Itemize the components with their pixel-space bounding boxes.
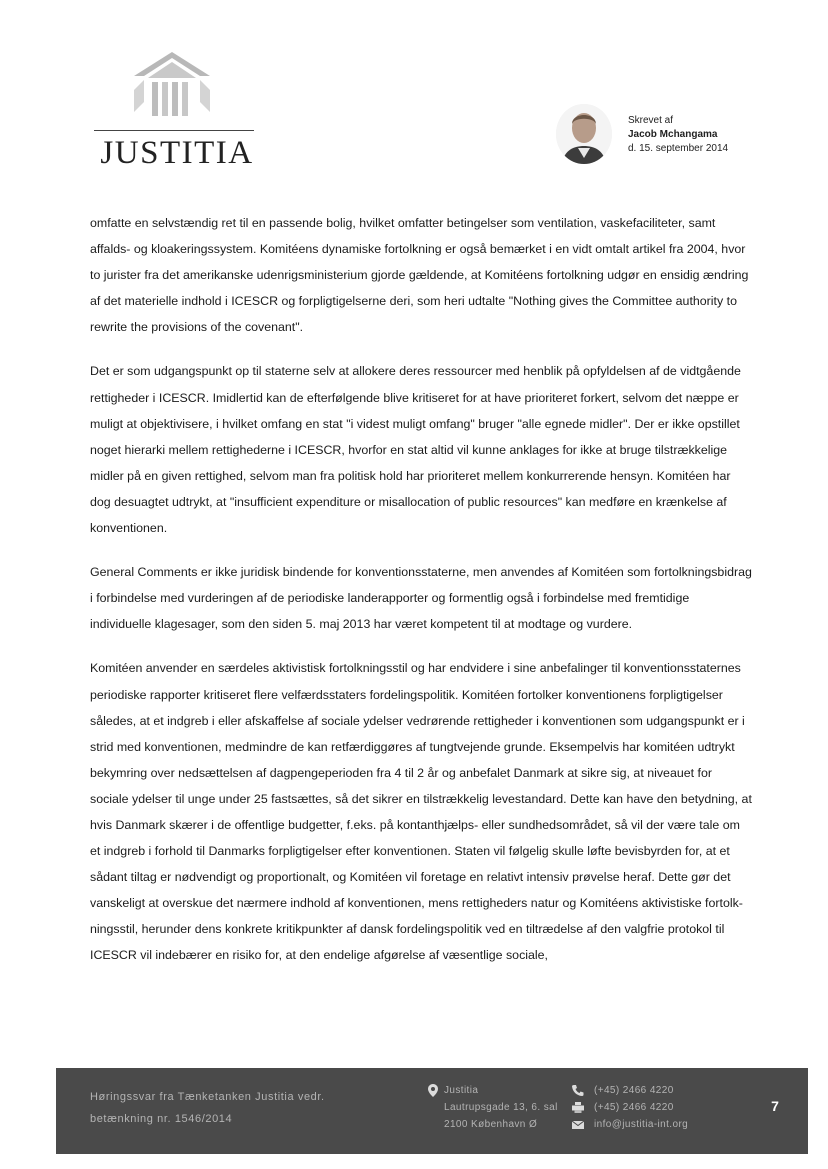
location-pin-icon [428,1084,438,1097]
page-footer [56,1068,808,1154]
contact-fax-row [572,1099,752,1116]
author-block [556,104,796,168]
justitia-logo [88,52,263,171]
paragraph: Det er som udgangspunkt op til staterne selv at allokere deres ressourcer med henblik på opfyldelsen af de vidtgående rettigheder i ICESCR. Imidlertid kan de efterfølgende blive kritiseret for at have prioriteret forkert, selvom det næppe er muligt at objektivisere, i hvilket omfang en stat "i videst muligt omfang" bruger "alle egnede midler". Der er ikke opstillet noget hierarki mellem rettighederne i ICESCR, hvorfor en stat altid vil kunne anklages for ikke at bruge tilstrækkelige midler på en given rettighed, selvom man fra politisk hold har prioriteret mellem konkurrerende hensyn. Komitéen har dog desuagtet udtrykt, at "insufficient expenditure or misallocation of public resources" kan medføre en krænkelse af konventionen. [90,364,741,536]
address-name: Justitia [444,1085,479,1096]
author-portrait-icon [556,104,612,164]
written-by-label: Skrevet af [628,115,674,126]
logo-wordmark: JUSTITIA [100,135,254,171]
author-info [628,114,728,156]
author-name: Jacob Mchangama [628,129,718,140]
contact-email[interactable]: info@justitia-int.org [594,1119,689,1130]
contact-email-row [572,1116,752,1133]
fax-icon [572,1102,584,1113]
phone-icon [572,1085,584,1096]
pillar-logo-icon [134,52,210,120]
footer-contact [572,1082,752,1133]
footer-tagline [90,1086,410,1130]
paragraph: omfatte en selvstændig ret til en passende bolig, hvilket omfatter betingelser som ventilation, vaskefaciliteter, samt affalds- og kloakeringssystem. Komitéens dynamiske fortolkning er også bemærket i en vidt omtalt artikel fra 2004, hvor to jurister fra det amerikanske udenrigsministerium gjorde gældende, at Komitéens fortolkning udgør en ensidig ændring af det materielle indhold i ICESCR og forpligtigelserne deri, som heri udtalte "Nothing gives the Committee authority to rewrite the provisions of the covenant". [90,216,749,335]
address-city: 2100 København Ø [444,1119,538,1130]
body-text [90,210,752,987]
page-number: 7 [771,1098,779,1114]
email-icon [572,1119,584,1130]
address-street: Lautrupsgade 13, 6. sal [444,1102,558,1113]
author-date: d. 15. september 2014 [628,143,729,154]
paragraph: General Comments er ikke juridisk bindende for konventionsstaterne, men anvendes af Komitéen som fortolkningsbidrag i forbindelse med vurderingen af de periodiske landerapporter og formentlig også i forbindelse med fremtidige individuelle klagesager, som den siden 5. maj 2013 har været kompetent til at modtage og vurdere. [90,565,752,632]
contact-fax: (+45) 2466 4220 [594,1102,674,1113]
paragraph: Komitéen anvender en særdeles aktivistisk fortolkningsstil og har endvidere i sine anbefalinger til konventionsstaternes periodiske rapporter kritiseret flere velfærdsstaters fordelingspolitik. Komitéen fortolker konventionens forpligtigelser således, at et indgreb i eller afskaffelse af sociale ydelser vedrørende rettigheder i konventionen som udgangspunkt er i strid med konventionen, medmindre de kan retfærdiggøres af tungtvejende grunde. Eksempelvis har komitéen udtrykt bekymring over nedsættelsen af dagpengeperioden fra 4 til 2 år og anbefalet Danmark at sikre sig, at niveauet for sociale ydelser til unge under 25 fastsættes, så det sikrer en tilstrækkelig levestandard. Dette kan have den betydning, at hvis Danmark skærer i de offentlige budgetter, f.eks. på kontanthjælps- eller sundhedsområdet, så vil der være tale om et indgreb i forhold til Danmarks forpligtigelser efter konventionen. Staten vil følgelig skulle løfte bevisbyrden for, at et sådant tiltag er nødvendigt og proportionalt, og Komitéen vil foretage en relativt intensiv prøvelse heraf. Dette gør det vanskeligt at overskue det nærmere indhold af konventionen, mens rettigheders natur og Komitéens aktivistiske fortolk-ningsstil, herunder dens konkrete kritikpunkter af dansk fordelingspolitik ved en tiltrædelse af den valgfrie protokol til ICESCR vil indebærer en risiko for, at den endelige afgørelse af væsentlige sociale, [90,661,752,963]
tagline-line-2: betænkning nr. 1546/2014 [90,1113,233,1125]
tagline-line-1: Høringssvar fra Tænketanken Justitia vedr. [90,1091,325,1103]
avatar [556,104,612,164]
contact-phone: (+45) 2466 4220 [594,1085,674,1096]
contact-phone-row [572,1082,752,1099]
